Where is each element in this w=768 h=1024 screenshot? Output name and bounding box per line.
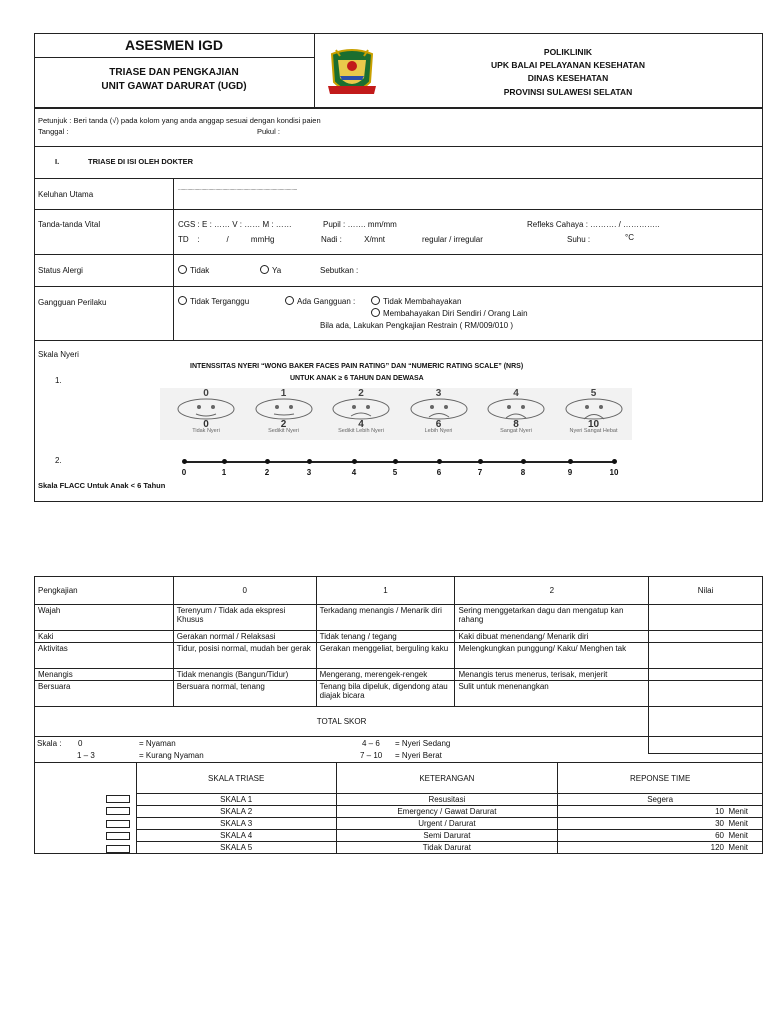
flacc-cell: Terenyum / Tidak ada ekspresi Khusus <box>173 605 316 631</box>
radio-icon <box>285 296 294 305</box>
triase-cell: SKALA 5 <box>136 842 336 854</box>
perilaku-sub1-label: Tidak Membahayakan <box>383 297 462 306</box>
flacc-cell: Tenang bila dipeluk, digendong atau diajak bicara <box>316 681 455 707</box>
legend-range: 4 – 6 <box>362 739 380 748</box>
triase-cell: SKALA 2 <box>136 806 336 818</box>
flacc-header-1: 1 <box>316 577 455 605</box>
scale-label: 0 <box>181 468 187 477</box>
radio-icon <box>371 308 380 317</box>
triase-cell: Semi Darurat <box>336 830 558 842</box>
skala-5-checkbox[interactable] <box>106 845 130 853</box>
face-label: Sedikit Lebih Nyeri <box>338 428 384 434</box>
scale-tick <box>393 459 398 464</box>
flacc-cell: Bersuara normal, tenang <box>173 681 316 707</box>
legend-range: 7 – 10 <box>360 751 383 760</box>
org-line-3: DINAS KESEHATAN <box>527 73 609 83</box>
flacc-cell: Kaki <box>35 631 174 643</box>
legend-meaning: = Nyaman <box>139 739 176 748</box>
flacc-cell: Gerakan menggeliat, berguling kaku <box>316 643 455 669</box>
restrain-note: Bila ada, Lakukan Pengkajian Restrain ( RM/009/010 ) <box>320 321 513 330</box>
scale-label: 2 <box>264 468 270 477</box>
flacc-table <box>34 576 763 737</box>
flacc-header-2: 2 <box>455 577 649 605</box>
form-subtitle-1: TRIASE DAN PENGKAJIAN <box>109 67 239 78</box>
table-row <box>35 681 763 707</box>
flacc-cell: Tidak tenang / tegang <box>316 631 455 643</box>
radio-icon <box>178 296 187 305</box>
scale-tick <box>612 459 617 464</box>
face-top-number: 5 <box>590 388 597 399</box>
face-label: Tidak Nyeri <box>192 428 220 434</box>
scale-label: 3 <box>306 468 312 477</box>
table-row <box>35 830 763 842</box>
alergi-label: Status Alergi <box>38 266 83 275</box>
table-row <box>35 669 763 681</box>
triase-table <box>34 762 763 854</box>
triase-cell: Resusitasi <box>336 794 558 806</box>
face-score: 4 <box>358 419 364 430</box>
legend-range: 0 <box>78 739 83 748</box>
table-row <box>35 818 763 830</box>
cgs-field[interactable]: CGS : E : …… V : …… M : …… <box>178 220 292 229</box>
perilaku-sub1-option[interactable] <box>371 296 461 306</box>
face-top-number: 3 <box>435 388 442 399</box>
face-score: 2 <box>280 419 287 430</box>
triase-header-response: REPONSE TIME <box>558 763 763 794</box>
alergi-tidak-option[interactable] <box>178 265 209 275</box>
flacc-cell: Aktivitas <box>35 643 174 669</box>
scale-tick <box>352 459 357 464</box>
table-row <box>35 605 763 631</box>
nadi-field[interactable]: Nadi : X/mnt <box>321 235 386 244</box>
section-title: TRIASE DI ISI OLEH DOKTER <box>88 157 194 166</box>
scale-tick <box>307 459 312 464</box>
alergi-tidak-label: Tidak <box>190 266 210 275</box>
suhu-field[interactable]: Suhu : <box>567 235 591 244</box>
form-subtitle-2: UNIT GAWAT DARURAT (UGD) <box>101 81 247 92</box>
nilai-input[interactable] <box>649 631 763 643</box>
face-score: 10 <box>587 419 600 430</box>
flacc-cell: Wajah <box>35 605 174 631</box>
skala-4-checkbox[interactable] <box>106 832 130 840</box>
tanggal-label: Tanggal : <box>38 127 69 136</box>
scale-label: 4 <box>351 468 357 477</box>
face-score: 6 <box>435 419 442 430</box>
flacc-cell: Bersuara <box>35 681 174 707</box>
instructions-text: Petunjuk : Beri tanda (√) pada kolom yang anda anggap sesuai dengan kondisi paien <box>38 116 321 125</box>
face-top-number: 4 <box>513 388 519 399</box>
scale-tick <box>222 459 227 464</box>
face-label: Lebih Nyeri <box>424 428 453 434</box>
keluhan-field[interactable]: ...................................................................................................... <box>178 186 298 192</box>
scale-tick <box>437 459 442 464</box>
triase-cell: SKALA 4 <box>136 830 336 842</box>
flacc-cell: Melengkungkan punggung/ Kaku/ Menghen tak <box>455 643 649 669</box>
perilaku-tidak-label: Tidak Terganggu <box>190 297 250 306</box>
flacc-cell: Menangis terus menerus, terisak, menjerit <box>455 669 649 681</box>
flacc-label: Skala FLACC Untuk Anak < 6 Tahun <box>38 481 166 490</box>
skala-3-checkbox[interactable] <box>106 820 130 828</box>
table-row <box>35 842 763 854</box>
face-score: 0 <box>203 419 209 430</box>
perilaku-label: Gangguan Perilaku <box>38 298 107 307</box>
radio-icon <box>371 296 380 305</box>
suhu-unit: °C <box>625 233 634 242</box>
item-1-number: 1. <box>55 376 62 385</box>
pupil-field[interactable]: Pupil : ……. mm/mm <box>323 220 397 229</box>
face-top-number: 1 <box>280 388 287 399</box>
scale-label: 1 <box>221 468 227 477</box>
section-number: I. <box>55 157 60 166</box>
pukul-label: Pukul : <box>257 127 280 136</box>
td-field[interactable]: TD : / mmHg <box>178 235 275 244</box>
skala-1-checkbox[interactable] <box>106 795 130 803</box>
triase-cell: 120 Menit <box>558 842 763 854</box>
triase-cell: 60 Menit <box>558 830 763 842</box>
triase-header-keterangan: KETERANGAN <box>336 763 558 794</box>
form-title: ASESMEN IGD <box>124 37 223 53</box>
scale-tick <box>568 459 573 464</box>
triase-cell: 30 Menit <box>558 818 763 830</box>
legend-meaning: = Kurang Nyaman <box>139 751 204 760</box>
scale-label: 7 <box>477 468 483 477</box>
triase-cell: 10 Menit <box>558 806 763 818</box>
alergi-ya-label: Ya <box>272 266 282 275</box>
triase-cell: Segera <box>558 794 763 806</box>
triase-cell: Tidak Darurat <box>336 842 558 854</box>
org-line-4: PROVINSI SULAWESI SELATAN <box>503 87 633 97</box>
nyeri-label: Skala Nyeri <box>38 350 79 359</box>
scale-label: 5 <box>392 468 398 477</box>
legend-meaning: = Nyeri Sedang <box>395 739 451 748</box>
flacc-cell: Sering menggetarkan dagu dan mengatup kan rahang <box>455 605 649 631</box>
province-logo <box>326 46 378 100</box>
face-score: 8 <box>513 419 519 430</box>
triase-cell: Urgent / Darurat <box>336 818 558 830</box>
radio-icon <box>178 265 187 274</box>
perilaku-ada-option[interactable] <box>285 296 355 306</box>
org-line-1: POLIKLINIK <box>543 47 593 57</box>
flacc-cell: Menangis <box>35 669 174 681</box>
skala-legend-label: Skala : <box>37 739 62 748</box>
flacc-cell: Kaki dibuat menendang/ Menarik diri <box>455 631 649 643</box>
item-2-number: 2. <box>55 456 62 465</box>
legend-range: 1 – 3 <box>77 751 95 760</box>
flacc-cell: Tidak menangis (Bangun/Tidur) <box>173 669 316 681</box>
triase-cell: SKALA 3 <box>136 818 336 830</box>
sebutkan-field[interactable]: Sebutkan : <box>320 266 359 275</box>
org-line-2: UPK BALAI PELAYANAN KESEHATAN <box>491 60 645 70</box>
nilai-input[interactable] <box>649 681 763 707</box>
radio-icon <box>260 265 269 274</box>
table-row <box>35 643 763 669</box>
scale-label: 10 <box>609 468 619 477</box>
triase-header-skala: SKALA TRIASE <box>136 763 336 794</box>
scale-tick <box>182 459 187 464</box>
table-row <box>35 794 763 806</box>
scale-tick <box>265 459 270 464</box>
face-label: Sedikit Nyeri <box>268 428 299 434</box>
perilaku-sub2-option[interactable] <box>371 308 528 318</box>
scale-tick <box>478 459 483 464</box>
triase-cell: Emergency / Gawat Darurat <box>336 806 558 818</box>
face-label: Sangat Nyeri <box>500 428 532 434</box>
flacc-cell: Sulit untuk menenangkan <box>455 681 649 707</box>
vital-label: Tanda-tanda Vital <box>38 220 101 229</box>
perilaku-ada-label: Ada Gangguan : <box>297 297 356 306</box>
legend-meaning: = Nyeri Berat <box>395 751 442 760</box>
face-top-number: 0 <box>203 388 209 399</box>
skala-2-checkbox[interactable] <box>106 807 130 815</box>
scale-label: 8 <box>520 468 526 477</box>
scale-tick <box>521 459 526 464</box>
nilai-input[interactable] <box>649 643 763 669</box>
flacc-header-nilai: Nilai <box>649 577 763 605</box>
nilai-input[interactable] <box>649 605 763 631</box>
face-top-number: 2 <box>358 388 364 399</box>
nyeri-heading-1: INTENSSITAS NYERI “WONG BAKER FACES PAIN RATING” DAN “NUMERIC RATING SCALE” (NRS) <box>190 363 524 370</box>
regular-field[interactable]: regular / irregular <box>422 235 483 244</box>
flacc-cell: Terkadang menangis / Menarik diri <box>316 605 455 631</box>
triase-cell: SKALA 1 <box>136 794 336 806</box>
perilaku-sub2-label: Membahayakan Diri Sendiri / Orang Lain <box>383 309 528 318</box>
flacc-header-0: 0 <box>173 577 316 605</box>
nilai-input[interactable] <box>649 669 763 681</box>
nrs-line <box>183 461 615 463</box>
face-label: Nyeri Sangat Hebat <box>569 428 618 434</box>
flacc-cell: Gerakan normal / Relaksasi <box>173 631 316 643</box>
keluhan-label: Keluhan Utama <box>38 190 94 199</box>
scale-label: 9 <box>567 468 573 477</box>
alergi-ya-option[interactable] <box>260 265 281 275</box>
total-skor-label: TOTAL SKOR <box>35 707 649 737</box>
table-row <box>35 631 763 643</box>
flacc-header-pengkajian: Pengkajian <box>35 577 174 605</box>
flacc-cell: Tidur, posisi normal, mudah ber gerak <box>173 643 316 669</box>
flacc-cell: Mengerang, merengek-rengek <box>316 669 455 681</box>
nyeri-heading-2: UNTUK ANAK ≥ 6 TAHUN DAN DEWASA <box>290 375 424 382</box>
scale-label: 6 <box>436 468 442 477</box>
perilaku-tidak-option[interactable] <box>178 296 249 306</box>
table-row <box>35 806 763 818</box>
refleks-field[interactable]: Refleks Cahaya : ………. / ………….. <box>527 220 660 229</box>
total-skor-input[interactable] <box>649 707 763 737</box>
